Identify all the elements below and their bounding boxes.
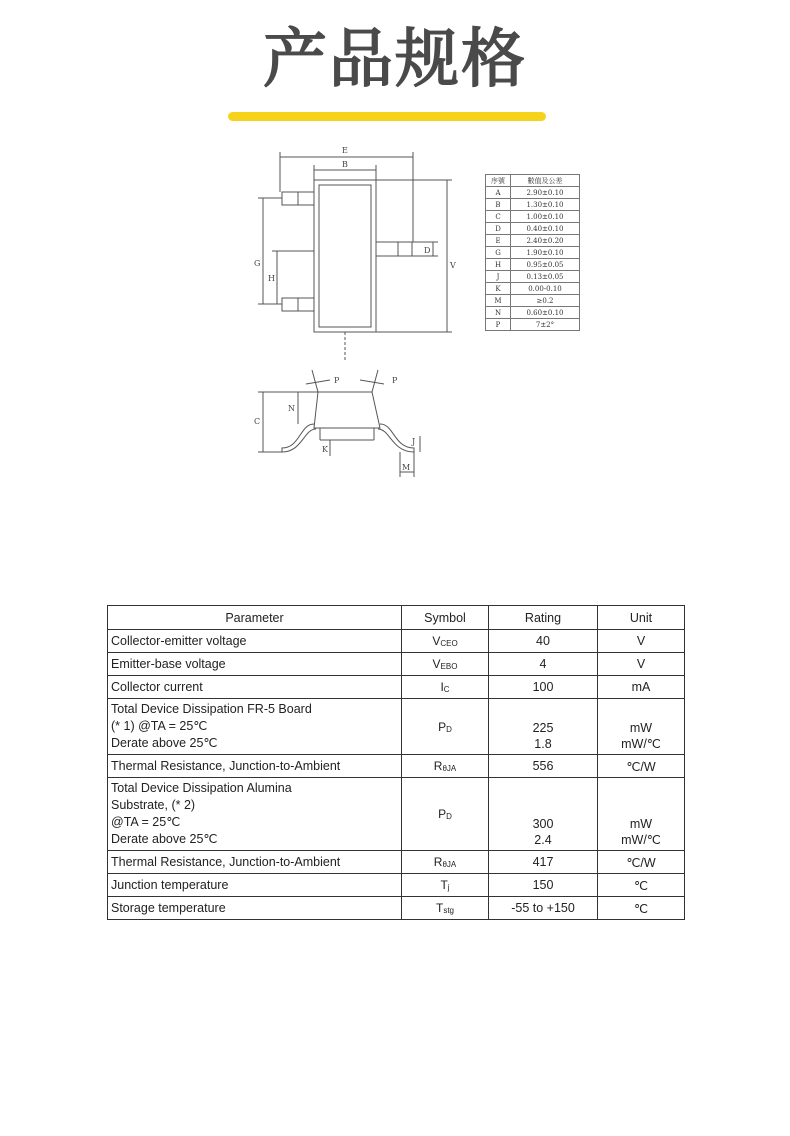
dim-value: 1.90±0.10	[511, 247, 580, 259]
symbol-subscript: CEO	[440, 639, 458, 648]
dim-value: 1.00±0.10	[511, 211, 580, 223]
parameter-cell	[108, 851, 402, 874]
symbol-subscript: stg	[443, 906, 454, 915]
dim-label-e: E	[342, 146, 348, 155]
parameter-text: Emitter-base voltage	[111, 656, 226, 671]
spec-row	[108, 699, 685, 755]
unit-cell	[598, 778, 685, 851]
dimension-table-header	[486, 175, 580, 187]
dim-label-b: B	[342, 160, 348, 169]
dimension-row	[486, 223, 580, 235]
unit-value: mW/℃	[621, 737, 661, 751]
dim-code: B	[486, 199, 511, 211]
symbol-cell	[402, 755, 489, 778]
unit-value: ℃	[633, 901, 649, 916]
dimension-row	[486, 271, 580, 283]
symbol-subscript: EBO	[440, 662, 458, 671]
symbol-cell	[402, 630, 489, 653]
symbol-main: R	[433, 759, 443, 773]
symbol-subscript: θJA	[442, 764, 457, 773]
parameter-text: Total Device Dissipation Alumina	[111, 781, 292, 795]
lead-left-side	[282, 424, 316, 452]
dim-label-c: C	[254, 417, 261, 426]
rating-cell	[489, 851, 598, 874]
parameter-text: (* 1) @TA = 25℃	[111, 719, 208, 733]
rating-cell	[489, 755, 598, 778]
dim-label-d: D	[424, 246, 431, 255]
header-symbol: Symbol	[402, 606, 489, 630]
rating-value: 2.4	[534, 833, 552, 847]
symbol-subscript: j	[447, 883, 450, 892]
dimension-row	[486, 295, 580, 307]
top-view-body	[314, 180, 376, 332]
dim-label-j: J	[412, 437, 416, 446]
symbol-main: V	[432, 657, 441, 671]
dim-code: H	[486, 259, 511, 271]
parameter-text: @TA = 25℃	[111, 815, 181, 829]
unit-value: mW/℃	[621, 833, 661, 847]
header-parameter: Parameter	[108, 606, 402, 630]
parameter-cell	[108, 755, 402, 778]
dim-code: E	[486, 235, 511, 247]
dim-label-v: V	[450, 261, 456, 270]
symbol-main: T	[435, 901, 444, 915]
dimension-row	[486, 211, 580, 223]
dimension-row	[486, 247, 580, 259]
dim-value: 1.30±0.10	[511, 199, 580, 211]
dim-value: 0.13±0.05	[511, 271, 580, 283]
unit-value: V	[636, 657, 646, 671]
spec-row	[108, 897, 685, 920]
symbol-main: P	[438, 719, 447, 734]
parameter-text: Junction temperature	[111, 877, 229, 892]
dim-value: 0.95±0.05	[511, 259, 580, 271]
parameter-text: Storage temperature	[111, 900, 226, 915]
rating-cell	[489, 699, 598, 755]
symbol-cell	[402, 778, 489, 851]
parameter-text: Total Device Dissipation FR-5 Board	[111, 702, 312, 716]
unit-cell	[598, 653, 685, 676]
lead-right	[376, 242, 412, 256]
symbol-main: V	[432, 634, 441, 648]
unit-value: ℃	[633, 878, 649, 893]
dim-code: K	[486, 283, 511, 295]
spec-row	[108, 755, 685, 778]
unit-value: ℃/W	[626, 759, 656, 774]
unit-cell	[598, 755, 685, 778]
rating-value: -55 to +150	[511, 901, 575, 915]
rating-value: 225	[532, 721, 554, 735]
parameter-text: Collector current	[111, 679, 203, 694]
rating-value: 1.8	[534, 737, 552, 751]
symbol-cell	[402, 874, 489, 897]
unit-value: mA	[631, 680, 651, 694]
symbol-subscript: D	[446, 724, 452, 734]
parameter-cell	[108, 897, 402, 920]
package-outline-drawing	[0, 0, 790, 500]
spec-table	[107, 605, 685, 920]
symbol-main: T	[440, 878, 448, 892]
parameter-text: Derate above 25℃	[111, 832, 218, 846]
parameter-cell	[108, 653, 402, 676]
dim-code: G	[486, 247, 511, 259]
dimension-row	[486, 307, 580, 319]
dim-value: 2.40±0.20	[511, 235, 580, 247]
parameter-text: Substrate, (* 2)	[111, 798, 196, 812]
dim-label-m: M	[402, 463, 411, 472]
dim-label-g: G	[254, 259, 261, 268]
dim-code: M	[486, 295, 511, 307]
rating-value: 100	[532, 680, 554, 694]
dim-code: D	[486, 223, 511, 235]
spec-row	[108, 653, 685, 676]
parameter-text: Collector-emitter voltage	[111, 633, 247, 648]
dim-value: 7±2°	[511, 319, 580, 331]
dimension-row	[486, 319, 580, 331]
rating-cell	[489, 897, 598, 920]
dimension-row	[486, 235, 580, 247]
symbol-cell	[402, 653, 489, 676]
parameter-text: Thermal Resistance, Junction-to-Ambient	[111, 758, 341, 773]
parameter-cell	[108, 699, 402, 755]
spec-row	[108, 676, 685, 699]
top-view-body-inner	[319, 185, 371, 327]
parameter-cell	[108, 630, 402, 653]
dim-code: J	[486, 271, 511, 283]
rating-value: 556	[532, 759, 554, 773]
symbol-subscript: C	[443, 685, 450, 694]
rating-value: 417	[532, 855, 554, 869]
header-rating: Rating	[489, 606, 598, 630]
unit-cell	[598, 874, 685, 897]
dim-code: C	[486, 211, 511, 223]
dim-code: A	[486, 187, 511, 199]
dim-label-h: H	[268, 274, 275, 283]
symbol-subscript: D	[446, 812, 452, 821]
unit-value: mW	[629, 721, 653, 735]
side-view-body	[314, 392, 380, 428]
unit-cell	[598, 851, 685, 874]
page-title: 产品规格	[263, 23, 527, 97]
spec-row	[108, 778, 685, 851]
dim-value: ≥0.2	[511, 295, 580, 307]
unit-cell	[598, 699, 685, 755]
dim-code: N	[486, 307, 511, 319]
rating-cell	[489, 778, 598, 851]
dim-value: 0.00-0.10	[511, 283, 580, 295]
dimension-row	[486, 199, 580, 211]
symbol-subscript: θJA	[442, 860, 457, 869]
spec-row	[108, 851, 685, 874]
unit-value: V	[636, 634, 646, 648]
unit-cell	[598, 630, 685, 653]
dim-value: 0.40±0.10	[511, 223, 580, 235]
symbol-cell	[402, 897, 489, 920]
dim-label-p-left: P	[334, 376, 340, 385]
dim-value: 2.90±0.10	[511, 187, 580, 199]
dimension-row	[486, 283, 580, 295]
parameter-cell	[108, 778, 402, 851]
dim-value: 0.60±0.10	[511, 307, 580, 319]
symbol-cell	[402, 699, 489, 755]
rating-cell	[489, 653, 598, 676]
unit-value: ℃/W	[626, 855, 656, 870]
unit-cell	[598, 676, 685, 699]
symbol-main: R	[433, 855, 443, 869]
rating-cell	[489, 630, 598, 653]
symbol-main: P	[438, 807, 447, 821]
parameter-cell	[108, 874, 402, 897]
rating-value: 150	[532, 878, 554, 892]
rating-value: 4	[539, 657, 547, 671]
dim-code: P	[486, 319, 511, 331]
parameter-text: Derate above 25℃	[111, 736, 218, 750]
symbol-main: I	[440, 680, 444, 694]
header-unit: Unit	[598, 606, 685, 630]
rating-value: 40	[536, 634, 550, 648]
dim-label-n: N	[288, 404, 295, 413]
symbol-cell	[402, 676, 489, 699]
symbol-cell	[402, 851, 489, 874]
parameter-text: Thermal Resistance, Junction-to-Ambient	[111, 854, 341, 869]
rating-cell	[489, 874, 598, 897]
dimension-row	[486, 187, 580, 199]
spec-row	[108, 874, 685, 897]
rating-value: 300	[532, 817, 554, 831]
dimension-row	[486, 259, 580, 271]
lead-right-side	[378, 424, 414, 452]
dim-header-code: 序號	[486, 175, 511, 187]
unit-cell	[598, 897, 685, 920]
dim-header-value: 數值及公差	[511, 175, 580, 187]
dimension-table	[485, 174, 580, 331]
unit-value: mW	[629, 817, 653, 831]
dim-label-k: K	[322, 445, 328, 454]
parameter-cell	[108, 676, 402, 699]
spec-row	[108, 630, 685, 653]
rating-cell	[489, 676, 598, 699]
dim-label-p-right: P	[392, 376, 398, 385]
spec-table-header	[108, 606, 685, 630]
